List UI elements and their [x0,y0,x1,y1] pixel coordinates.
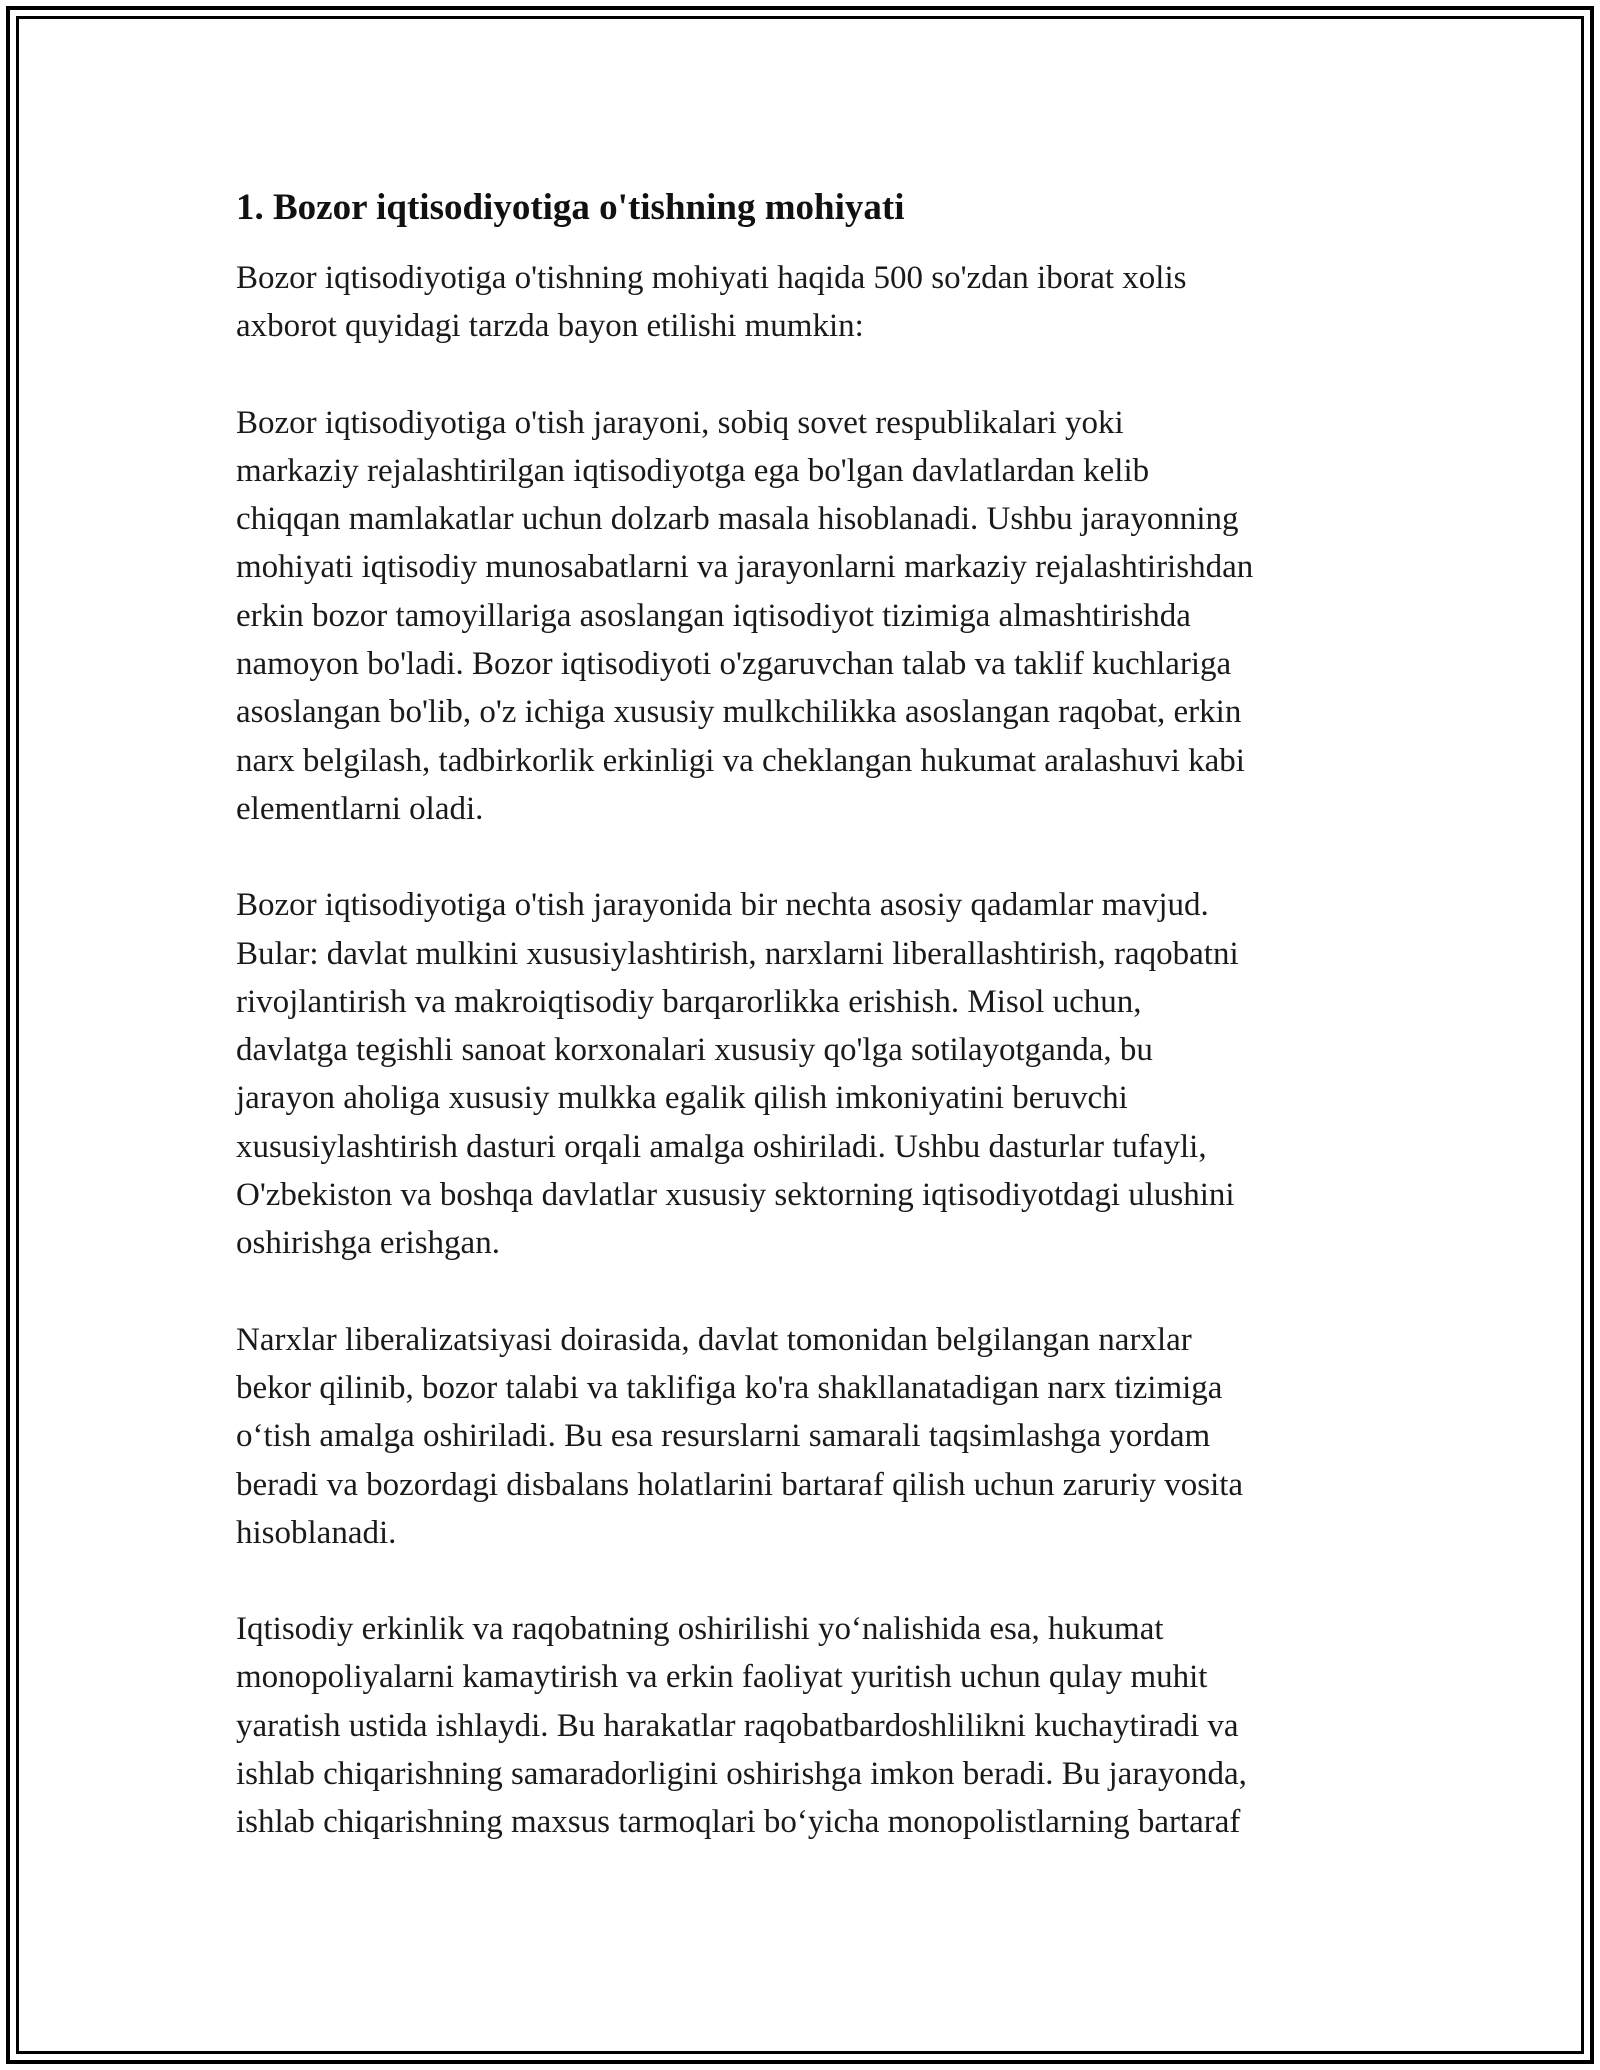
text-line: Bozor iqtisodiyotiga o'tish jarayoni, sobiq sovet respublikalari yoki [236,404,1124,441]
text-line: davlatga tegishli sanoat korxonalari xususiy qo'lga sotilayotganda, bu [236,1032,1153,1069]
paragraph-competition [236,1605,1396,1846]
paragraph-key-steps [236,881,1396,1267]
text-line: ishlab chiqarishning samaradorligini oshirishga imkon beradi. Bu jarayonda, [236,1756,1247,1793]
text-line: bekor qilinib, bozor talabi va taklifiga ko'ra shakllanatadigan narx tizimiga [236,1369,1223,1406]
section-heading: 1. Bozor iqtisodiyotiga o'tishning mohiyati [236,187,905,228]
text-line: oshirishga erishgan. [236,1225,500,1262]
paragraph-transition-essence [236,399,1396,834]
text-line: erkin bozor tamoyillariga asoslangan iqtisodiyot tizimiga almashtirishda [236,597,1191,634]
text-line: Narxlar liberalizatsiyasi doirasida, davlat tomonidan belgilangan narxlar [236,1321,1192,1358]
text-line: o‘tish amalga oshiriladi. Bu esa resurslarni samarali taqsimlashga yordam [236,1418,1211,1455]
text-line: mohiyati iqtisodiy munosabatlarni va jarayonlarni markaziy rejalashtirishdan [236,549,1254,586]
text-line: monopoliyalarni kamaytirish va erkin faoliyat yuritish uchun qulay muhit [236,1659,1208,1696]
text-line: jarayon aholiga xususiy mulkka egalik qilish imkoniyatini beruvchi [236,1080,1128,1117]
text-line: hisoblanadi. [236,1514,397,1551]
text-line: markaziy rejalashtirilgan iqtisodiyotga ega bo'lgan davlatlardan kelib [236,452,1150,489]
text-line: yaratish ustida ishlaydi. Bu harakatlar raqobatbardoshlilikni kuchaytiradi va [236,1707,1239,1744]
paragraph-price-liberalization [236,1316,1396,1557]
text-line: ishlab chiqarishning maxsus tarmoqlari bo‘yicha monopolistlarning bartaraf [236,1804,1241,1841]
text-line: xususiylashtirish dasturi orqali amalga oshiriladi. Ushbu dasturlar tufayli, [236,1128,1207,1165]
text-line: O'zbekiston va boshqa davlatlar xususiy sektorning iqtisodiyotdagi ulushini [236,1177,1235,1214]
document-body [236,184,1396,1895]
text-line: beradi va bozordagi disbalans holatlarini bartaraf qilish uchun zaruriy vosita [236,1466,1244,1503]
text-line: asoslangan bo'lib, o'z ichiga xususiy mulkchilikka asoslangan raqobat, erkin [236,694,1242,731]
text-line: Bozor iqtisodiyotiga o'tish jarayonida bir nechta asosiy qadamlar mavjud. [236,887,1209,924]
text-line: namoyon bo'ladi. Bozor iqtisodiyoti o'zgaruvchan talab va taklif kuchlariga [236,646,1232,683]
text-line: Bular: davlat mulkini xususiylashtirish, narxlarni liberallashtirish, raqobatni [236,935,1239,972]
text-line: elementlarni oladi. [236,790,484,827]
text-line: Bozor iqtisodiyotiga o'tishning mohiyati haqida 500 so'zdan iborat xolis [236,260,1187,296]
text-line: axborot quyidagi tarzda bayon etilishi mumkin: [236,308,864,345]
text-line: chiqqan mamlakatlar uchun dolzarb masala hisoblanadi. Ushbu jarayonning [236,501,1239,538]
text-line: Iqtisodiy erkinlik va raqobatning oshirilishi yo‘nalishida esa, hukumat [236,1611,1164,1648]
paragraph-intro [236,254,1396,351]
text-line: rivojlantirish va makroiqtisodiy barqarorlikka erishish. Misol uchun, [236,983,1142,1020]
text-line: narx belgilash, tadbirkorlik erkinligi va cheklangan hukumat aralashuvi kabi [236,742,1245,779]
